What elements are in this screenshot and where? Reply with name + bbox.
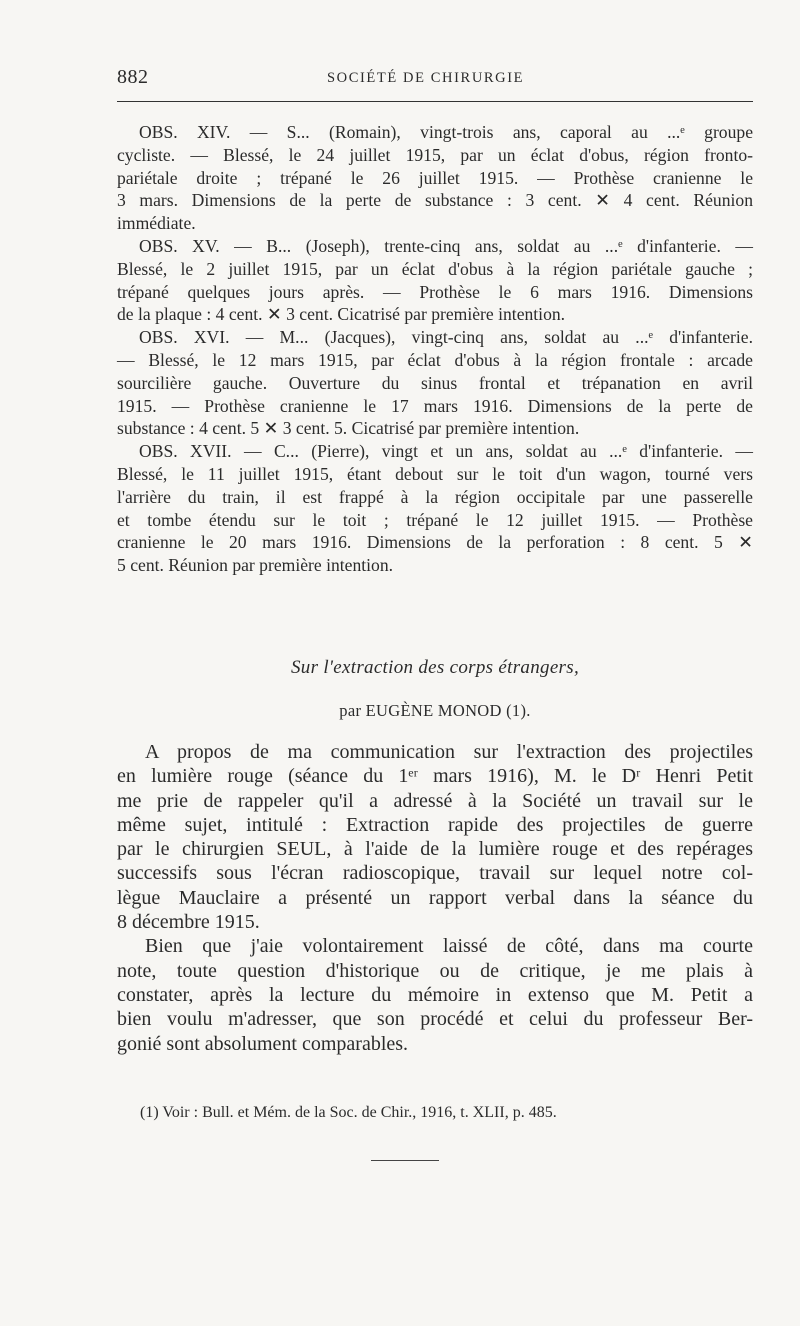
observation-line: Blessé, le 2 juillet 1915, par un éclat d'obus à la région pariétale gauche ; [117, 258, 753, 279]
page-header [117, 66, 753, 90]
article-title: Sur l'extraction des corps étrangers, [291, 657, 579, 678]
observation-line: — Blessé, le 12 mars 1915, par éclat d'obus à la région frontale : arcade [117, 349, 753, 370]
observation-line: sourcilière gauche. Ouverture du sinus frontal et trépanation en avril [117, 372, 753, 393]
closing-rule [371, 1160, 439, 1161]
observation-line: Blessé, le 11 juillet 1915, étant debout sur le toit d'un wagon, tourné vers [117, 463, 753, 484]
observation-line: 5 cent. Réunion par première intention. [117, 555, 394, 576]
observation-line: cycliste. — Blessé, le 24 juillet 1915, par un éclat d'obus, région fronto- [117, 144, 753, 165]
observation-line: pariétale droite ; trépané le 26 juillet 1915. — Prothèse cranienne le [117, 167, 753, 188]
article-byline: par EUGÈNE MONOD (1). [339, 701, 531, 720]
body-line: en lumière rouge (séance du 1ᵉʳ mars 1916), M. le Dʳ Henri Petit [117, 765, 753, 788]
observation-line: substance : 4 cent. 5 ✕ 3 cent. 5. Cicatrisé par première intention. [117, 418, 580, 439]
body-line: A propos de ma communication sur l'extraction des projectiles [145, 741, 753, 763]
observation-line: de la plaque : 4 cent. ✕ 3 cent. Cicatrisé par première intention. [117, 304, 566, 325]
observation-line: l'arrière du train, il est frappé à la région occipitale par une passerelle [117, 486, 753, 507]
observation-line: et tombe étendu sur le toit ; trépané le 12 juillet 1915. — Prothèse [117, 509, 753, 530]
body-line: gonié sont absolument comparables. [117, 1032, 409, 1055]
header-rule [117, 101, 753, 102]
observation-line: trépané quelques jours après. — Prothèse le 6 mars 1916. Dimensions [117, 281, 753, 302]
article-body [117, 740, 753, 1056]
body-line: par le chirurgien SEUL, à l'aide de la lumière rouge et des repérages [117, 838, 753, 861]
observation-line: immédiate. [117, 213, 196, 234]
observation-line: OBS. XVII. — C... (Pierre), vingt et un ans, soldat au ...ᵉ d'infanterie. — [139, 441, 753, 462]
observation-line: OBS. XV. — B... (Joseph), trente-cinq ans, soldat au ...ᵉ d'infanterie. — [139, 235, 753, 256]
observations-block [117, 121, 753, 577]
page-number: 882 [117, 66, 149, 88]
running-head: SOCIÉTÉ DE CHIRURGIE [327, 70, 525, 86]
observation-line: 3 mars. Dimensions de la perte de substance : 3 cent. ✕ 4 cent. Réunion [117, 190, 753, 211]
body-line: même sujet, intitulé : Extraction rapide des projectiles de guerre [117, 813, 753, 836]
observation-line: OBS. XVI. — M... (Jacques), vingt-cinq ans, soldat au ...ᵉ d'infanterie. [139, 327, 753, 348]
body-line: 8 décembre 1915. [117, 911, 260, 934]
body-line: lègue Mauclaire a présenté un rapport verbal dans la séance du [117, 886, 753, 909]
body-line: note, toute question d'historique ou de critique, je me plais à [117, 959, 753, 982]
body-line: bien voulu m'adresser, que son procédé et celui du professeur Ber- [117, 1008, 753, 1031]
body-line: constater, après la lecture du mémoire in extenso que M. Petit a [117, 983, 753, 1006]
footnote: (1) Voir : Bull. et Mém. de la Soc. de Chir., 1916, t. XLII, p. 485. [140, 1104, 557, 1121]
body-line: me prie de rappeler qu'il a adressé à la Société un travail sur le [117, 789, 753, 812]
observation-line: OBS. XIV. — S... (Romain), vingt-trois ans, caporal au ...ᵉ groupe [139, 122, 753, 142]
body-line: Bien que j'aie volontairement laissé de côté, dans ma courte [145, 935, 753, 958]
body-line: successifs sous l'écran radioscopique, travail sur lequel notre col- [117, 862, 753, 885]
observation-line: 1915. — Prothèse cranienne le 17 mars 1916. Dimensions de la perte de [117, 395, 753, 416]
observation-line: cranienne le 20 mars 1916. Dimensions de la perforation : 8 cent. 5 ✕ [117, 532, 753, 553]
